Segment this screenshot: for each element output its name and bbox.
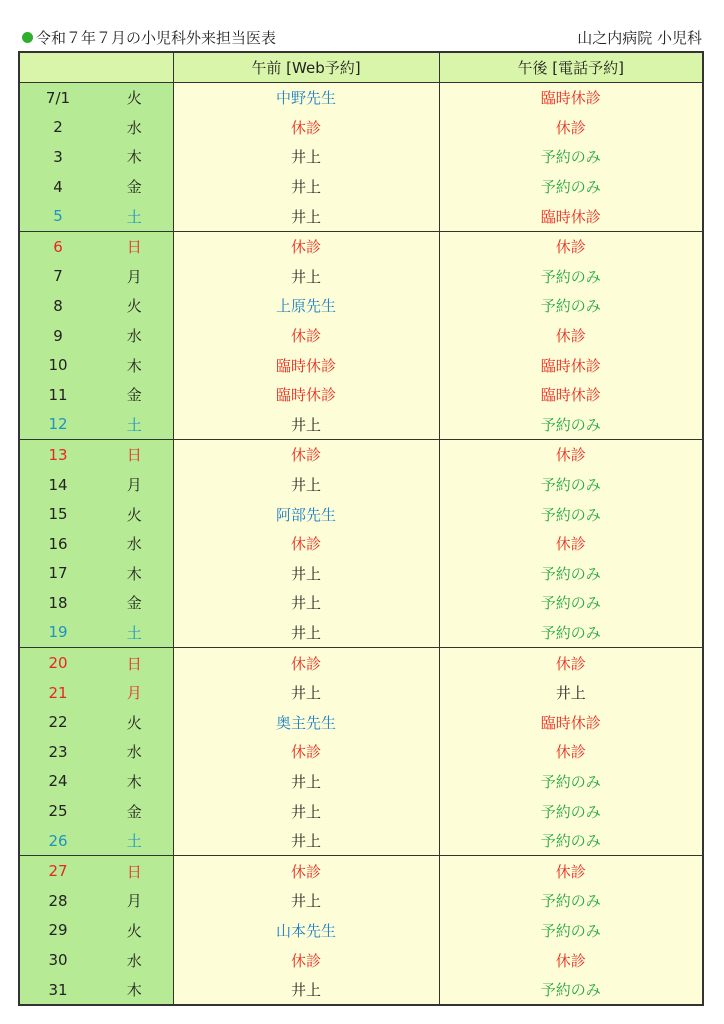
date-cell: 5 bbox=[19, 201, 96, 231]
am-doctor-cell: 井上 bbox=[173, 172, 439, 202]
weekday-cell: 水 bbox=[96, 529, 173, 559]
pm-doctor-cell: 臨時休診 bbox=[439, 83, 703, 113]
date-cell: 21 bbox=[19, 678, 96, 708]
date-cell: 28 bbox=[19, 886, 96, 916]
am-doctor-cell: 休診 bbox=[173, 945, 439, 975]
am-doctor-cell: 臨時休診 bbox=[173, 350, 439, 380]
am-doctor-cell: 井上 bbox=[173, 262, 439, 292]
pm-doctor-cell: 予約のみ bbox=[439, 499, 703, 529]
table-body bbox=[19, 83, 703, 1006]
table-row bbox=[19, 856, 703, 886]
table-row bbox=[19, 380, 703, 410]
date-cell: 22 bbox=[19, 707, 96, 737]
am-doctor-cell: 休診 bbox=[173, 856, 439, 886]
am-doctor-cell: 臨時休診 bbox=[173, 380, 439, 410]
table-row bbox=[19, 707, 703, 737]
weekday-cell: 月 bbox=[96, 678, 173, 708]
pm-doctor-cell: 休診 bbox=[439, 440, 703, 470]
pm-doctor-cell: 予約のみ bbox=[439, 410, 703, 440]
am-doctor-cell: 井上 bbox=[173, 796, 439, 826]
table-row bbox=[19, 499, 703, 529]
am-doctor-cell: 休診 bbox=[173, 737, 439, 767]
date-cell: 31 bbox=[19, 975, 96, 1006]
weekday-cell: 金 bbox=[96, 172, 173, 202]
date-cell: 23 bbox=[19, 737, 96, 767]
date-cell: 3 bbox=[19, 142, 96, 172]
table-row bbox=[19, 172, 703, 202]
weekday-cell: 金 bbox=[96, 588, 173, 618]
am-doctor-cell: 休診 bbox=[173, 113, 439, 143]
am-doctor-cell: 井上 bbox=[173, 886, 439, 916]
table-row bbox=[19, 291, 703, 321]
weekday-cell: 水 bbox=[96, 945, 173, 975]
pm-doctor-cell: 予約のみ bbox=[439, 262, 703, 292]
pm-doctor-cell: 予約のみ bbox=[439, 470, 703, 500]
date-cell: 16 bbox=[19, 529, 96, 559]
weekday-cell: 土 bbox=[96, 618, 173, 648]
pm-doctor-cell: 予約のみ bbox=[439, 172, 703, 202]
am-doctor-cell: 中野先生 bbox=[173, 83, 439, 113]
date-cell: 12 bbox=[19, 410, 96, 440]
table-row bbox=[19, 737, 703, 767]
green-bullet-icon bbox=[22, 32, 33, 43]
weekday-cell: 月 bbox=[96, 470, 173, 500]
pm-doctor-cell: 井上 bbox=[439, 678, 703, 708]
table-row bbox=[19, 529, 703, 559]
date-cell: 13 bbox=[19, 440, 96, 470]
date-cell: 2 bbox=[19, 113, 96, 143]
table-row bbox=[19, 201, 703, 231]
table-row bbox=[19, 559, 703, 589]
date-cell: 27 bbox=[19, 856, 96, 886]
am-doctor-cell: 井上 bbox=[173, 618, 439, 648]
am-doctor-cell: 井上 bbox=[173, 975, 439, 1006]
weekday-cell: 火 bbox=[96, 707, 173, 737]
pm-doctor-cell: 休診 bbox=[439, 737, 703, 767]
table-header-row bbox=[19, 52, 703, 83]
am-doctor-cell: 井上 bbox=[173, 678, 439, 708]
table-row bbox=[19, 648, 703, 678]
clinic-name: 山之内病院 小児科 bbox=[577, 28, 702, 47]
pm-doctor-cell: 臨時休診 bbox=[439, 707, 703, 737]
weekday-cell: 土 bbox=[96, 410, 173, 440]
pm-doctor-cell: 休診 bbox=[439, 945, 703, 975]
pm-doctor-cell: 予約のみ bbox=[439, 559, 703, 589]
date-cell: 7 bbox=[19, 262, 96, 292]
date-cell: 10 bbox=[19, 350, 96, 380]
weekday-cell: 日 bbox=[96, 231, 173, 261]
am-doctor-cell: 休診 bbox=[173, 648, 439, 678]
date-cell: 17 bbox=[19, 559, 96, 589]
table-row bbox=[19, 886, 703, 916]
pm-doctor-cell: 予約のみ bbox=[439, 588, 703, 618]
page-header bbox=[22, 26, 702, 48]
am-doctor-cell: 奥主先生 bbox=[173, 707, 439, 737]
pm-doctor-cell: 予約のみ bbox=[439, 826, 703, 856]
pm-doctor-cell: 臨時休診 bbox=[439, 380, 703, 410]
date-cell: 18 bbox=[19, 588, 96, 618]
page-title: 令和７年７月の小児科外来担当医表 bbox=[36, 28, 277, 47]
table-row bbox=[19, 945, 703, 975]
am-doctor-cell: 井上 bbox=[173, 470, 439, 500]
weekday-cell: 土 bbox=[96, 826, 173, 856]
pm-doctor-cell: 予約のみ bbox=[439, 886, 703, 916]
am-doctor-cell: 休診 bbox=[173, 231, 439, 261]
table-row bbox=[19, 767, 703, 797]
am-doctor-cell: 井上 bbox=[173, 142, 439, 172]
pm-doctor-cell: 休診 bbox=[439, 113, 703, 143]
table-row bbox=[19, 262, 703, 292]
weekday-cell: 土 bbox=[96, 201, 173, 231]
weekday-cell: 木 bbox=[96, 559, 173, 589]
am-doctor-cell: 休診 bbox=[173, 321, 439, 351]
am-doctor-cell: 上原先生 bbox=[173, 291, 439, 321]
weekday-cell: 日 bbox=[96, 440, 173, 470]
header-title-group bbox=[22, 27, 276, 48]
weekday-cell: 月 bbox=[96, 262, 173, 292]
pm-doctor-cell: 予約のみ bbox=[439, 291, 703, 321]
date-cell: 4 bbox=[19, 172, 96, 202]
table-row bbox=[19, 916, 703, 946]
table-row bbox=[19, 678, 703, 708]
date-cell: 26 bbox=[19, 826, 96, 856]
header-am: 午前 [Web予約] bbox=[173, 52, 439, 83]
pm-doctor-cell: 臨時休診 bbox=[439, 350, 703, 380]
pm-doctor-cell: 休診 bbox=[439, 648, 703, 678]
table-row bbox=[19, 83, 703, 113]
weekday-cell: 火 bbox=[96, 916, 173, 946]
pm-doctor-cell: 予約のみ bbox=[439, 796, 703, 826]
table-row bbox=[19, 321, 703, 351]
pm-doctor-cell: 予約のみ bbox=[439, 142, 703, 172]
date-cell: 20 bbox=[19, 648, 96, 678]
pm-doctor-cell: 休診 bbox=[439, 856, 703, 886]
table-row bbox=[19, 826, 703, 856]
weekday-cell: 日 bbox=[96, 648, 173, 678]
table-row bbox=[19, 618, 703, 648]
table-row bbox=[19, 440, 703, 470]
date-cell: 14 bbox=[19, 470, 96, 500]
pm-doctor-cell: 臨時休診 bbox=[439, 201, 703, 231]
date-cell: 8 bbox=[19, 291, 96, 321]
table-row bbox=[19, 410, 703, 440]
am-doctor-cell: 井上 bbox=[173, 767, 439, 797]
weekday-cell: 日 bbox=[96, 856, 173, 886]
am-doctor-cell: 休診 bbox=[173, 529, 439, 559]
pm-doctor-cell: 予約のみ bbox=[439, 975, 703, 1006]
weekday-cell: 木 bbox=[96, 975, 173, 1006]
pm-doctor-cell: 休診 bbox=[439, 529, 703, 559]
table-row bbox=[19, 975, 703, 1006]
am-doctor-cell: 井上 bbox=[173, 588, 439, 618]
table-row bbox=[19, 142, 703, 172]
date-cell: 30 bbox=[19, 945, 96, 975]
date-cell: 7/1 bbox=[19, 83, 96, 113]
date-cell: 25 bbox=[19, 796, 96, 826]
pm-doctor-cell: 予約のみ bbox=[439, 916, 703, 946]
pm-doctor-cell: 休診 bbox=[439, 231, 703, 261]
pm-doctor-cell: 休診 bbox=[439, 321, 703, 351]
table-row bbox=[19, 796, 703, 826]
weekday-cell: 火 bbox=[96, 291, 173, 321]
am-doctor-cell: 阿部先生 bbox=[173, 499, 439, 529]
weekday-cell: 金 bbox=[96, 380, 173, 410]
weekday-cell: 金 bbox=[96, 796, 173, 826]
weekday-cell: 木 bbox=[96, 767, 173, 797]
table-row bbox=[19, 231, 703, 261]
weekday-cell: 木 bbox=[96, 142, 173, 172]
header-date-cell bbox=[19, 52, 173, 83]
date-cell: 19 bbox=[19, 618, 96, 648]
weekday-cell: 火 bbox=[96, 499, 173, 529]
weekday-cell: 水 bbox=[96, 113, 173, 143]
table-row bbox=[19, 350, 703, 380]
weekday-cell: 火 bbox=[96, 83, 173, 113]
am-doctor-cell: 休診 bbox=[173, 440, 439, 470]
date-cell: 6 bbox=[19, 231, 96, 261]
date-cell: 29 bbox=[19, 916, 96, 946]
am-doctor-cell: 井上 bbox=[173, 559, 439, 589]
date-cell: 9 bbox=[19, 321, 96, 351]
date-cell: 11 bbox=[19, 380, 96, 410]
table-row bbox=[19, 470, 703, 500]
pm-doctor-cell: 予約のみ bbox=[439, 618, 703, 648]
am-doctor-cell: 山本先生 bbox=[173, 916, 439, 946]
schedule-table bbox=[18, 51, 704, 1006]
schedule-table-wrapper bbox=[18, 51, 704, 1006]
date-cell: 24 bbox=[19, 767, 96, 797]
weekday-cell: 水 bbox=[96, 321, 173, 351]
table-row bbox=[19, 113, 703, 143]
am-doctor-cell: 井上 bbox=[173, 201, 439, 231]
weekday-cell: 木 bbox=[96, 350, 173, 380]
am-doctor-cell: 井上 bbox=[173, 826, 439, 856]
pm-doctor-cell: 予約のみ bbox=[439, 767, 703, 797]
table-row bbox=[19, 588, 703, 618]
weekday-cell: 月 bbox=[96, 886, 173, 916]
weekday-cell: 水 bbox=[96, 737, 173, 767]
header-pm: 午後 [電話予約] bbox=[439, 52, 703, 83]
am-doctor-cell: 井上 bbox=[173, 410, 439, 440]
date-cell: 15 bbox=[19, 499, 96, 529]
